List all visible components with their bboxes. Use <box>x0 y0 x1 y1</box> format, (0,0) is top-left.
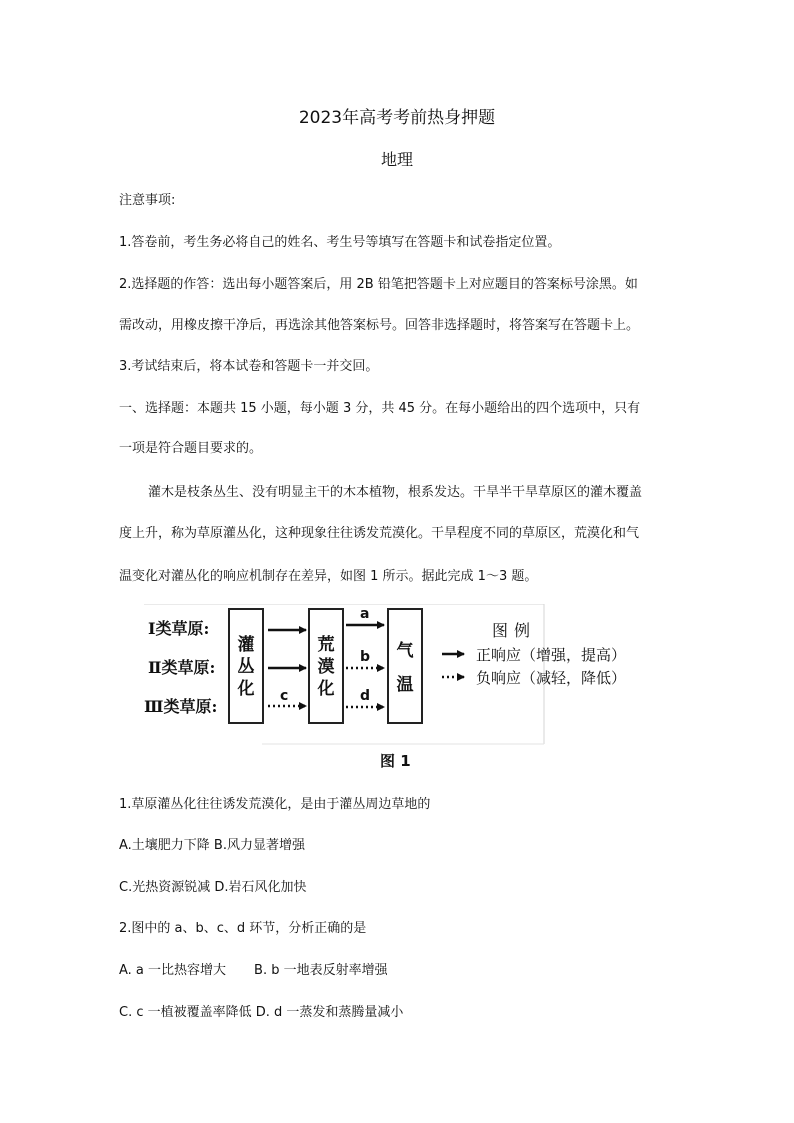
section-1-instructions-line-1: 一、选择题：本题共 15 小题，每小题 3 分，共 45 分。在每小题给出的四个选项中，只有 <box>119 401 641 416</box>
notice-item-1: 1.答卷前，考生务必将自己的姓名、考生号等填写在答题卡和试卷指定位置。 <box>119 235 561 250</box>
passage-line-2: 度上升，称为草原灌丛化，这种现象往往诱发荒漠化。干旱程度不同的草原区，荒漠化和气 <box>119 526 640 541</box>
question-2-option-b: B. b 一地表反射率增强 <box>254 963 388 978</box>
box-shrub-encroachment: 灌 丛 化 <box>228 608 264 724</box>
exam-title: 2023年高考考前热身押题 <box>298 108 496 128</box>
box-temperature: 气 温 <box>387 608 423 724</box>
question-1-options-line-2: C.光热资源锐减 D.岩石风化加快 <box>119 880 307 895</box>
arrow-label-c: c <box>280 688 289 704</box>
row-label-type-2: Ⅱ类草原: <box>148 658 216 677</box>
figure-caption: 图 1 <box>380 752 411 770</box>
subject-title: 地理 <box>380 150 413 169</box>
figure-1-diagram <box>144 604 664 780</box>
notice-item-2-line-1: 2.选择题的作答：选出每小题答案后，用 2B 铅笔把答题卡上对应题目的答案标号涂黑。如 <box>119 277 638 292</box>
legend-positive-response: 正响应（增强，提高） <box>476 646 627 664</box>
notice-item-3: 3.考试结束后，将本试卷和答题卡一并交回。 <box>119 359 379 374</box>
section-1-instructions-line-2: 一项是符合题目要求的。 <box>119 441 263 456</box>
legend-negative-response: 负响应（减轻，降低） <box>476 669 627 687</box>
question-1-stem: 1.草原灌丛化往往诱发荒漠化，是由于灌丛周边草地的 <box>119 797 431 812</box>
arrow-label-d: d <box>360 688 371 704</box>
passage-line-1: 灌木是枝条丛生、没有明显主干的木本植物，根系发达。干旱半干旱草原区的灌木覆盖 <box>148 485 643 500</box>
notice-item-2-line-2: 需改动，用橡皮擦干净后，再选涂其他答案标号。回答非选择题时，将答案写在答题卡上。 <box>119 318 640 333</box>
question-2-options-line-1 <box>119 963 388 979</box>
legend-title: 图例 <box>492 621 537 640</box>
box-desertification: 荒 漠 化 <box>308 608 344 724</box>
question-2-options-line-2: C. c 一植被覆盖率降低 D. d 一蒸发和蒸腾量减小 <box>119 1005 404 1020</box>
row-label-type-3: Ⅲ类草原: <box>144 697 218 716</box>
arrow-label-b: b <box>360 649 371 665</box>
row-label-type-1: Ⅰ类草原: <box>148 619 210 638</box>
question-1-options-line-1: A.土壤肥力下降 B.风力显著增强 <box>119 838 305 853</box>
question-2-option-a: A. a 一比热容增大 <box>119 963 227 978</box>
question-2-stem: 2.图中的 a、b、c、d 环节，分析正确的是 <box>119 921 367 936</box>
arrow-label-a: a <box>360 606 370 622</box>
notice-heading: 注意事项: <box>119 193 176 208</box>
passage-line-3: 温变化对灌丛化的响应机制存在差异，如图 1 所示。据此完成 1～3 题。 <box>119 569 538 584</box>
